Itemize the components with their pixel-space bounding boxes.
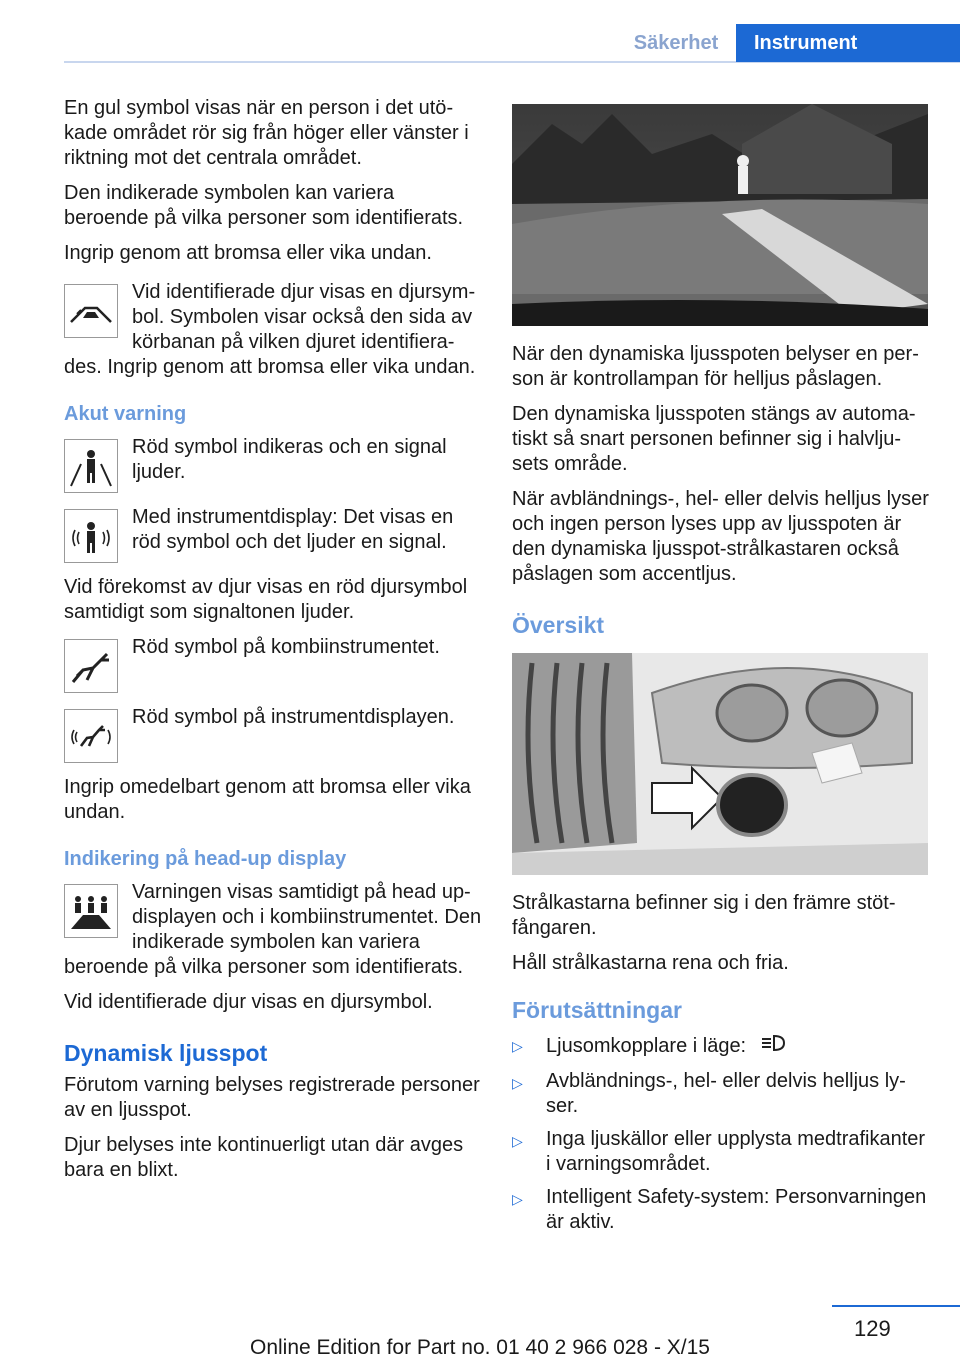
paragraph: Ingrip genom att bromsa eller vika undan.: [64, 242, 432, 264]
red-display-text: Röd symbol på instrumentdisplayen.: [132, 706, 455, 728]
paragraph: Vid identifierade djur visas en djursymbol.: [64, 991, 433, 1013]
triangle-bullet-icon: ▷: [512, 1038, 523, 1054]
deer-icon: [64, 639, 118, 693]
pedestrian-sound-icon: [64, 509, 118, 563]
paragraph: Ingrip omedelbart genom att bromsa eller vika undan.: [64, 776, 471, 823]
paragraph: En gul symbol visas när en person i det utökade området rör sig från höger eller vänster i riktning mot det centrala området.: [64, 97, 469, 169]
animal-road-icon: [64, 284, 118, 338]
hud-row: [64, 880, 484, 980]
right-column: [512, 104, 930, 1243]
red-display-row: [64, 705, 484, 765]
list-item: ▷ Inga ljuskällor eller upplysta medtrafikanter i varningsområdet.: [512, 1128, 926, 1175]
acute-warning-heading: Akut varning: [64, 403, 187, 425]
paragraph: Strålkastarna befinner sig i den främre stötfångaren.: [512, 892, 896, 939]
night-road-photo: [512, 104, 928, 326]
paragraph: Den indikerade symbolen kan variera beroende på vilka personer som identifierats.: [64, 182, 464, 229]
prerequisites-heading: Förutsättningar: [512, 997, 682, 1023]
auto-headlight-icon: [760, 1032, 786, 1061]
triangle-bullet-icon: ▷: [512, 1075, 523, 1091]
dynamic-spot-heading: Dynamisk ljusspot: [64, 1040, 268, 1066]
paragraph: Djur belyses inte kontinuerligt utan där avges bara en blixt.: [64, 1134, 464, 1181]
animal-note-row: [64, 280, 484, 380]
hud-heading: Indikering på head-up display: [64, 848, 347, 870]
pedestrians-hud-icon: [64, 884, 118, 938]
tab-section[interactable]: Säkerhet: [633, 32, 719, 54]
paragraph: När den dynamiska ljusspoten belyser en person är kontrollampan för helljus påslagen.: [512, 343, 919, 390]
overview-heading: Översikt: [512, 612, 605, 638]
footer-rule: [832, 1305, 960, 1307]
red-combi-text: Röd symbol på kombiinstrumentet.: [132, 636, 440, 658]
list-item: ▷ Avbländnings-, hel- eller delvis helljus lyser.: [512, 1070, 906, 1117]
edition-footer: Online Edition for Part no. 01 40 2 966 028 - X/15: [250, 1336, 710, 1359]
triangle-bullet-icon: ▷: [512, 1191, 523, 1207]
list-item: ▷ Intelligent Safety-system: Personvarningen är aktiv.: [512, 1186, 927, 1233]
animal-note-text: Vid identifierade djur visas en djursymbol. Symbolen visar också den sida av körbanan på vilken djuret identifiera des. Ingrip genom att bromsa eller vika undan.: [64, 281, 476, 378]
prerequisites-list: [512, 1032, 930, 1235]
tab-chapter[interactable]: Instrument: [736, 24, 960, 62]
paragraph: Den dynamiska ljusspoten stängs av automatiskt så snart personen befinner sig i halvljusets område.: [512, 403, 916, 475]
acute-red-row: [64, 435, 484, 495]
paragraph: När avbländnings-, hel- eller delvis helljus lyser och ingen person lyses upp av ljusspoten är den dynamiska ljusspot-strålkastaren också påslagen som accentljus.: [512, 488, 929, 585]
paragraph: Håll strålkastarna rena och fria.: [512, 952, 789, 974]
acute-display-row: [64, 505, 484, 565]
red-combi-row: [64, 635, 484, 695]
triangle-bullet-icon: ▷: [512, 1133, 523, 1149]
left-column: [64, 96, 484, 1193]
acute-display-text: Med instrumentdisplay: Det visas en röd symbol och det ljuder en signal.: [132, 506, 454, 553]
paragraph: Vid förekomst av djur visas en röd djursymbol samtidigt som signaltonen ljuder.: [64, 576, 468, 623]
deer-sound-icon: [64, 709, 118, 763]
acute-red-text: Röd symbol indikeras och en signal ljuder.: [132, 436, 447, 483]
pedestrian-road-icon: [64, 439, 118, 493]
paragraph: Förutom varning belyses registrerade personer av en ljusspot.: [64, 1074, 480, 1121]
list-item: ▷ Ljusomkopplare i läge:: [512, 1032, 930, 1061]
headlight-photo: [512, 653, 928, 875]
hud-text: Varningen visas samtidigt på head up-displayen och i kombiinstrumentet. Den indikerade symbolen kan variera beroende på vilka personer som identifierats.: [64, 881, 482, 978]
page-number: 129: [854, 1316, 891, 1341]
